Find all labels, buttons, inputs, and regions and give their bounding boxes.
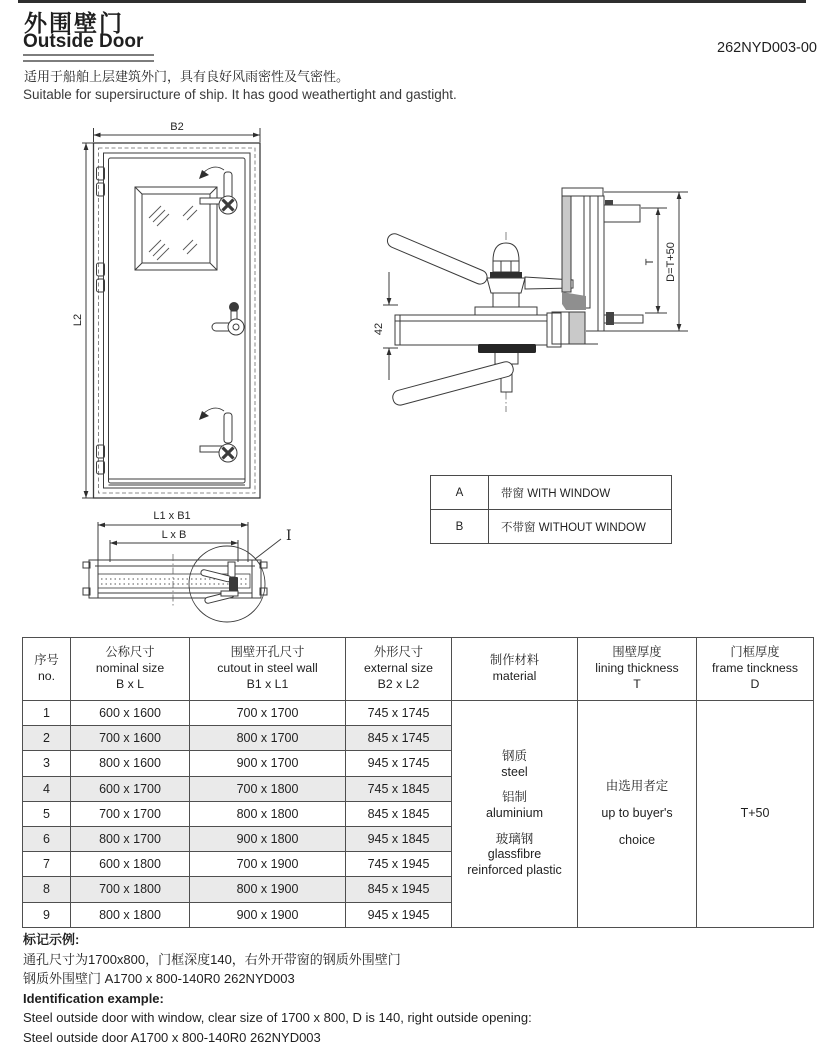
dim-label-lxb: L x B	[161, 529, 187, 541]
dim-d	[586, 192, 688, 331]
description-en: Suitable for supersiructure of ship. It has good weathertight and gastight.	[23, 87, 457, 102]
inner-handle-lever	[385, 232, 489, 287]
dim-label-b2: B2	[170, 121, 184, 133]
col-header-frame: 门框厚度 frame tinckness D	[697, 638, 814, 701]
col-header-no: 序号 no.	[23, 638, 71, 701]
spec-row-8: 8 700 x 1800 800 x 1900 845 x 1945	[23, 877, 814, 902]
lining-thickness-cell: 由选用者定 up to buyer's choice	[578, 701, 697, 928]
table-row	[431, 510, 672, 544]
spec-row-4: 4 600 x 1700 700 x 1800 745 x 1845	[23, 776, 814, 801]
dog-clamp-top	[199, 167, 237, 214]
detail-mark-label: I	[286, 528, 292, 544]
col-header-lining: 围壁厚度 lining thickness T	[578, 638, 697, 701]
material-cell: 钢质 steel 铝制 aluminium 玻璃钢 glassfibre reinforced plastic	[452, 701, 578, 928]
page-top-rule	[18, 0, 806, 3]
dog-clamp-bottom	[199, 408, 237, 462]
example-cn-line2: 钢质外围壁门 A1700 x 800-140R0 262NYD003	[23, 971, 295, 987]
col-header-external: 外形尺寸 external size B2 x L2	[346, 638, 452, 701]
page-title-cn: 外围壁门	[24, 10, 124, 36]
option-code: A	[431, 476, 489, 510]
window-options-table	[430, 475, 672, 544]
outer-handle-lever	[391, 360, 515, 407]
door-plan-view-drawing	[83, 510, 292, 622]
door-leaf-section	[395, 313, 561, 347]
identification-example-block	[23, 930, 532, 1048]
example-label-cn: 标记示例:	[23, 932, 80, 947]
dim-label-42: 42	[373, 322, 385, 336]
sill-clamp-mechanism	[200, 562, 238, 604]
spec-table-header-row	[23, 638, 814, 701]
col-header-material: 制作材料 material	[452, 638, 578, 701]
spec-row-9: 9 800 x 1800 900 x 1900 945 x 1945	[23, 902, 814, 927]
frame-thickness-cell: T+50	[697, 701, 814, 928]
col-header-cutout: 围壁开孔尺寸 cutout in steel wall B1 x L1	[190, 638, 346, 701]
page-title-en: Outside Door	[23, 31, 144, 52]
spec-row-6: 6 800 x 1700 900 x 1800 945 x 1845	[23, 826, 814, 851]
example-en-line1: Steel outside door with window, clear size of 1700 x 800, D is 140, right outside opening:	[23, 1010, 532, 1026]
spec-row-3: 3 800 x 1600 900 x 1700 945 x 1745	[23, 751, 814, 776]
spec-row-5: 5 700 x 1700 800 x 1800 845 x 1845	[23, 801, 814, 826]
window-glass-hatch	[149, 206, 197, 260]
example-cn-line1: 通孔尺寸为1700x800，门框深度140，右外开带窗的钢质外围壁门	[23, 951, 401, 967]
option-label: 不带窗 WITHOUT WINDOW	[489, 510, 672, 544]
option-code: B	[431, 510, 489, 544]
detail-leader-line	[255, 539, 281, 559]
spec-row-1: 1 600 x 1600 700 x 1700 745 x 1745 钢质 steel 铝制 aluminium 玻璃钢 glassfibre reinforced plastic 由选用者定 up to buyer's choice T+50	[23, 701, 814, 726]
spec-table	[22, 637, 814, 928]
col-header-nominal: 公称尺寸 nominal size B x L	[71, 638, 190, 701]
frame-and-wall-section	[552, 188, 643, 344]
dim-42	[373, 272, 398, 380]
door-front-view-drawing	[72, 121, 260, 498]
handle-section-detail-drawing	[373, 188, 688, 412]
dim-label-t: T	[644, 258, 656, 266]
example-en-line2: Steel outside door A1700 x 800-140R0 262NYD003	[23, 1029, 321, 1045]
lever-handle-middle	[212, 303, 244, 336]
spec-row-7: 7 600 x 1800 700 x 1900 745 x 1945	[23, 852, 814, 877]
dim-t	[641, 208, 667, 313]
spec-row-2: 2 700 x 1600 800 x 1700 845 x 1745	[23, 726, 814, 751]
top-stiffener	[604, 205, 640, 222]
dim-label-l2: L2	[72, 313, 84, 327]
table-row	[431, 476, 672, 510]
document-number: 262NYD003-00	[717, 40, 817, 56]
example-label-en: Identification example:	[23, 990, 164, 1006]
clamp-pad	[478, 344, 536, 353]
technical-drawing	[0, 110, 830, 635]
title-double-underline	[23, 54, 154, 62]
dim-label-l1b1: L1 x B1	[153, 510, 191, 522]
spindle-cap-nut	[490, 243, 522, 278]
dim-label-d: D=T+50	[665, 242, 677, 282]
wall-plate	[598, 196, 604, 331]
description-cn: 适用于船舶上层建筑外门，具有良好风雨密性及气密性。	[24, 69, 350, 84]
option-label: 带窗 WITH WINDOW	[489, 476, 672, 510]
